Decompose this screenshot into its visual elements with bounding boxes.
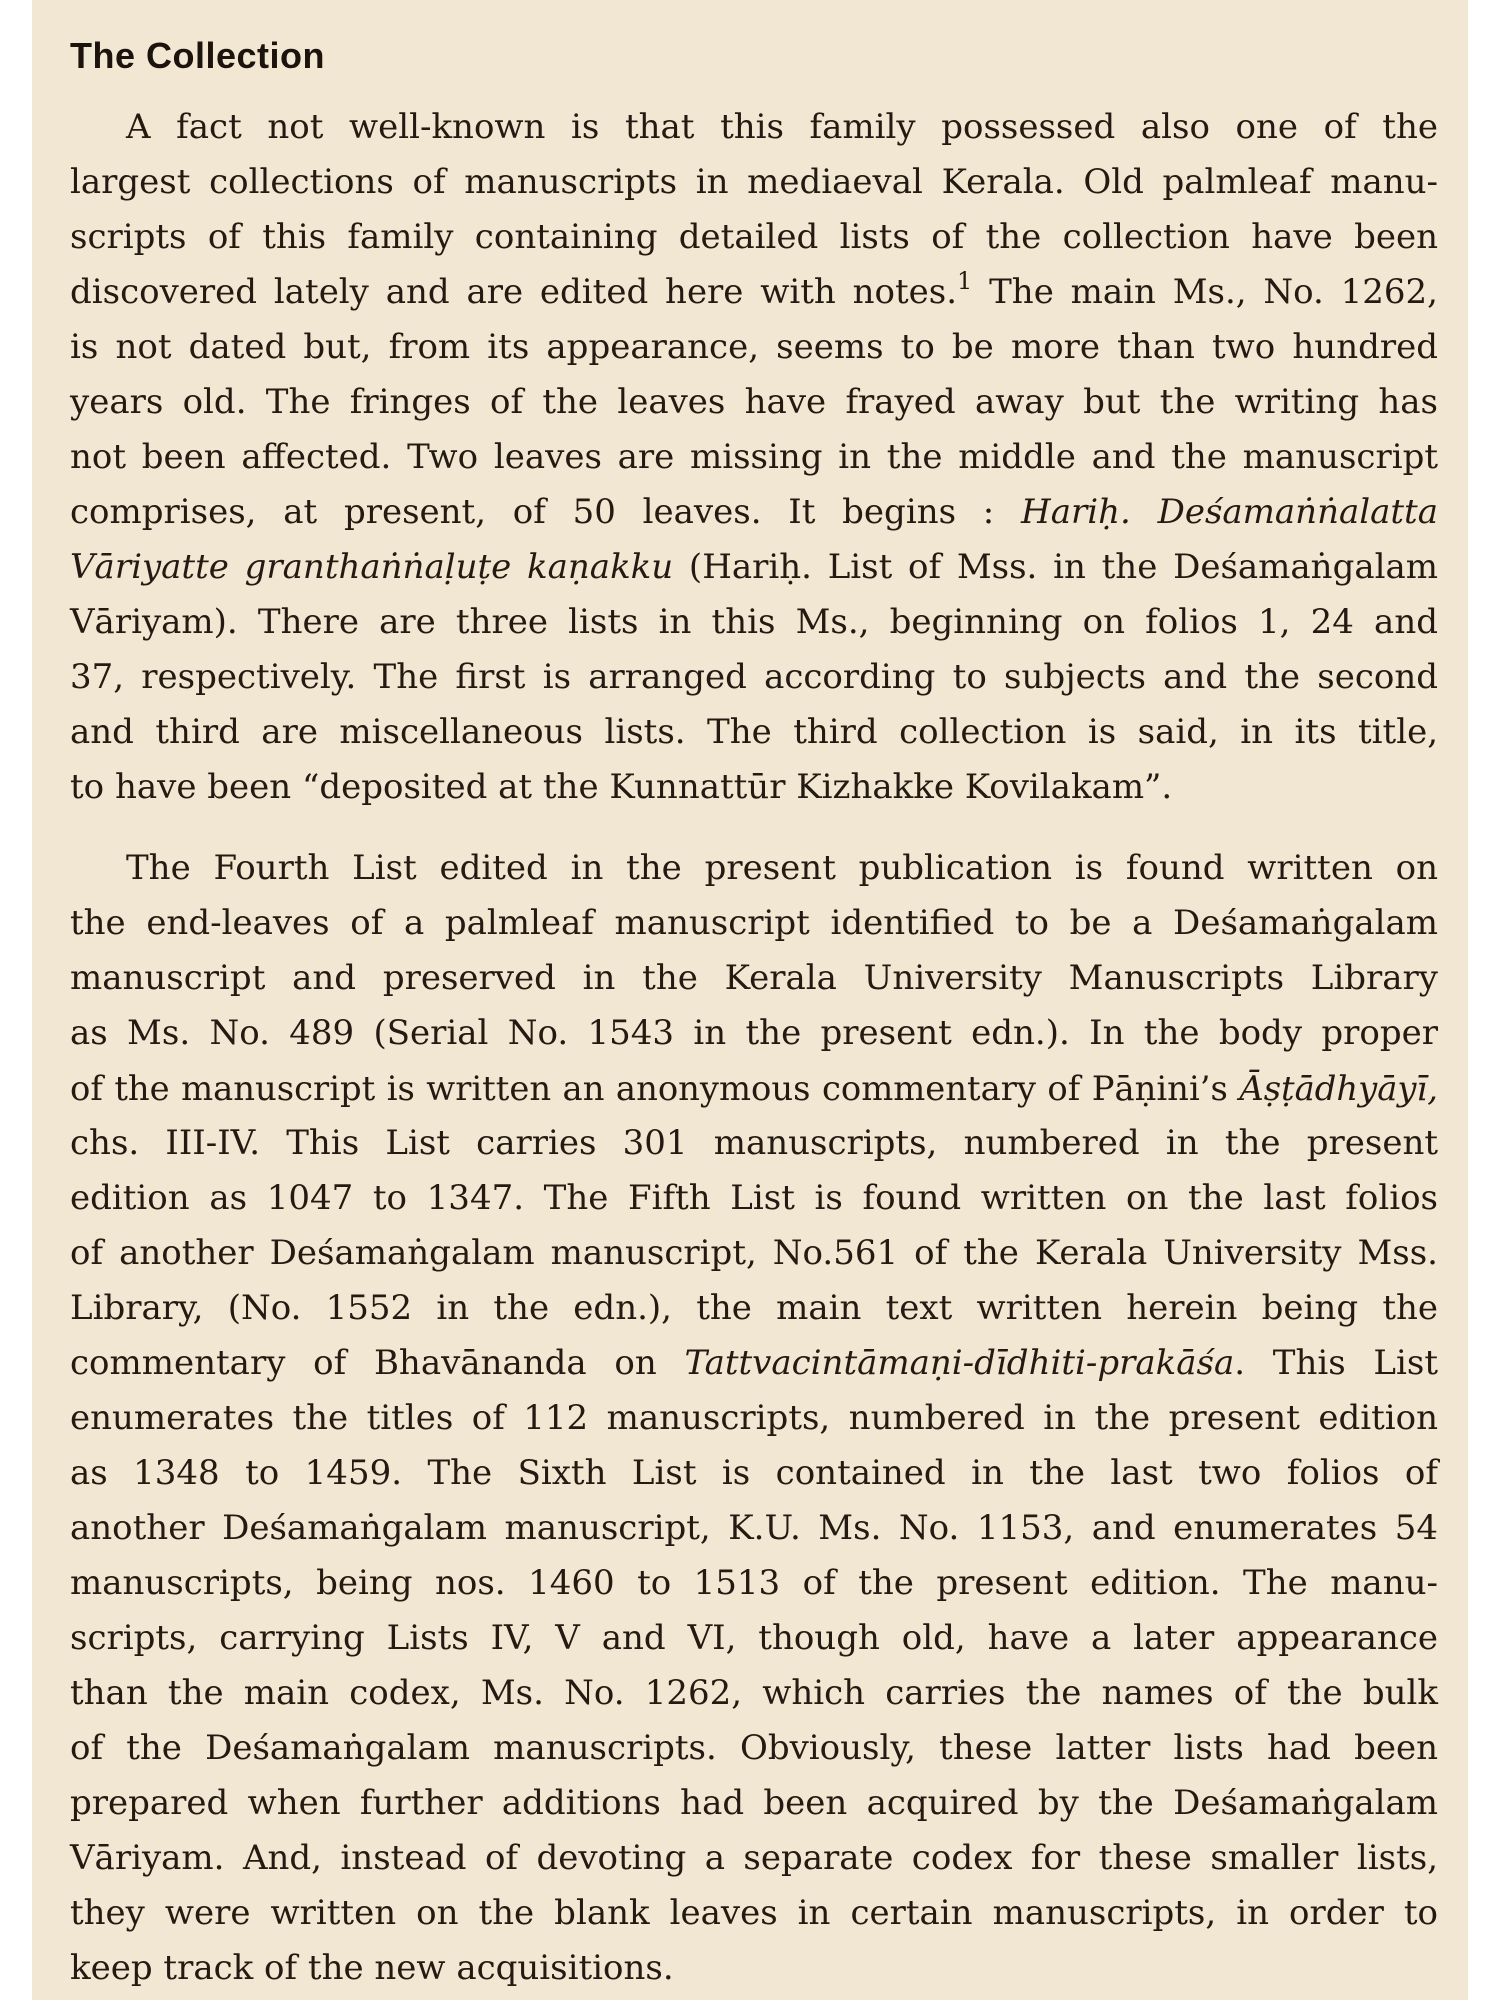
section-heading: The Collection [70,35,326,76]
text-line: is not dated but, from its appearance, seems to be more than two hundred [70,327,1438,367]
text-line: Vāriyam. And, instead of devoting a separate codex for these smaller lists, [70,1838,1438,1878]
text-line: scripts of this family containing detailed lists of the collection have been [70,217,1438,257]
text-line: scripts, carrying Lists IV, V and VI, though old, have a later appearance [70,1618,1438,1658]
text-line: 37, respectively. The first is arranged according to subjects and the second [70,657,1438,697]
text-line: than the main codex, Ms. No. 1262, which carries the names of the bulk [70,1673,1438,1713]
text-line [70,265,1438,320]
text-line: The Fourth List edited in the present publication is found written on [126,848,1438,888]
text-line: years old. The fringes of the leaves have frayed away but the writing has [70,382,1438,422]
italic-title: Āṣṭādhyāyī, [1239,1069,1438,1108]
text-line: of the Deśamaṅgalam manuscripts. Obviously, these latter lists had been [70,1728,1438,1768]
text-line: the end-leaves of a palmleaf manuscript identified to be a Deśamaṅgalam [70,903,1438,943]
book-page [32,0,1468,2000]
text-line: Library, (No. 1552 in the edn.), the main text written herein being the [70,1288,1438,1328]
text-line: and third are miscellaneous lists. The third collection is said, in its title, [70,712,1438,752]
text-line: they were written on the blank leaves in certain manuscripts, in order to [70,1893,1438,1933]
text-segment: discovered lately and are edited here with notes. [70,272,958,312]
text-line: prepared when further additions had been acquired by the Deśamaṅgalam [70,1783,1438,1823]
text-line [70,1061,1438,1116]
text-line: not been affected. Two leaves are missing in the middle and the manuscript [70,437,1438,477]
text-line: largest collections of manuscripts in mediaeval Kerala. Old palmleaf manu- [70,162,1438,202]
italic-title: Hariḥ. Deśamaṅṅalatta [1021,492,1438,532]
text-line: edition as 1047 to 1347. The Fifth List is found written on the last folios [70,1178,1438,1218]
text-segment: (Hariḥ. List of Mss. in the Deśamaṅgalam [673,547,1438,587]
text-line: as 1348 to 1459. The Sixth List is contained in the last two folios of [70,1453,1438,1493]
text-segment: of the manuscript is written an anonymous commentary of Pāṇini’s [70,1069,1240,1108]
text-line [70,485,1438,540]
text-segment: . This List [1234,1343,1438,1383]
text-line: to have been “deposited at the Kunnattūr Kizhakke Kovilakam”. [70,767,1173,807]
text-segment: The main Ms., No. 1262, [972,272,1438,312]
text-line [70,540,1438,595]
text-segment: comprises, at present, of 50 leaves. It begins : [70,492,1022,532]
paragraph-1 [70,100,1438,815]
text-line [70,1336,1438,1391]
text-segment: commentary of Bhavānanda on [70,1343,685,1383]
italic-title: Vāriyatte granthaṅṅaḷuṭe kaṇakku [70,547,674,587]
text-line: manuscript and preserved in the Kerala University Manuscripts Library [70,958,1438,998]
text-line: Vāriyam). There are three lists in this Ms., beginning on folios 1, 24 and [70,602,1438,642]
text-line: enumerates the titles of 112 manuscripts, numbered in the present edition [70,1398,1438,1438]
italic-title: Tattvacintāmaṇi-dīdhiti-prakāśa [684,1343,1235,1383]
text-line: chs. III-IV. This List carries 301 manuscripts, numbered in the present [70,1123,1438,1163]
text-line: another Deśamaṅgalam manuscript, K.U. Ms. No. 1153, and enumerates 54 [70,1508,1438,1548]
paragraph-2 [70,841,1438,1996]
text-line: keep track of the new acquisitions. [70,1948,674,1988]
text-line: A fact not well-known is that this family possessed also one of the [126,107,1438,147]
footnote-mark: 1 [957,267,973,295]
text-line: as Ms. No. 489 (Serial No. 1543 in the present edn.). In the body proper [70,1013,1438,1053]
text-line: of another Deśamaṅgalam manuscript, No.561 of the Kerala University Mss. [70,1233,1438,1273]
text-line: manuscripts, being nos. 1460 to 1513 of the present edition. The manu- [70,1563,1438,1603]
